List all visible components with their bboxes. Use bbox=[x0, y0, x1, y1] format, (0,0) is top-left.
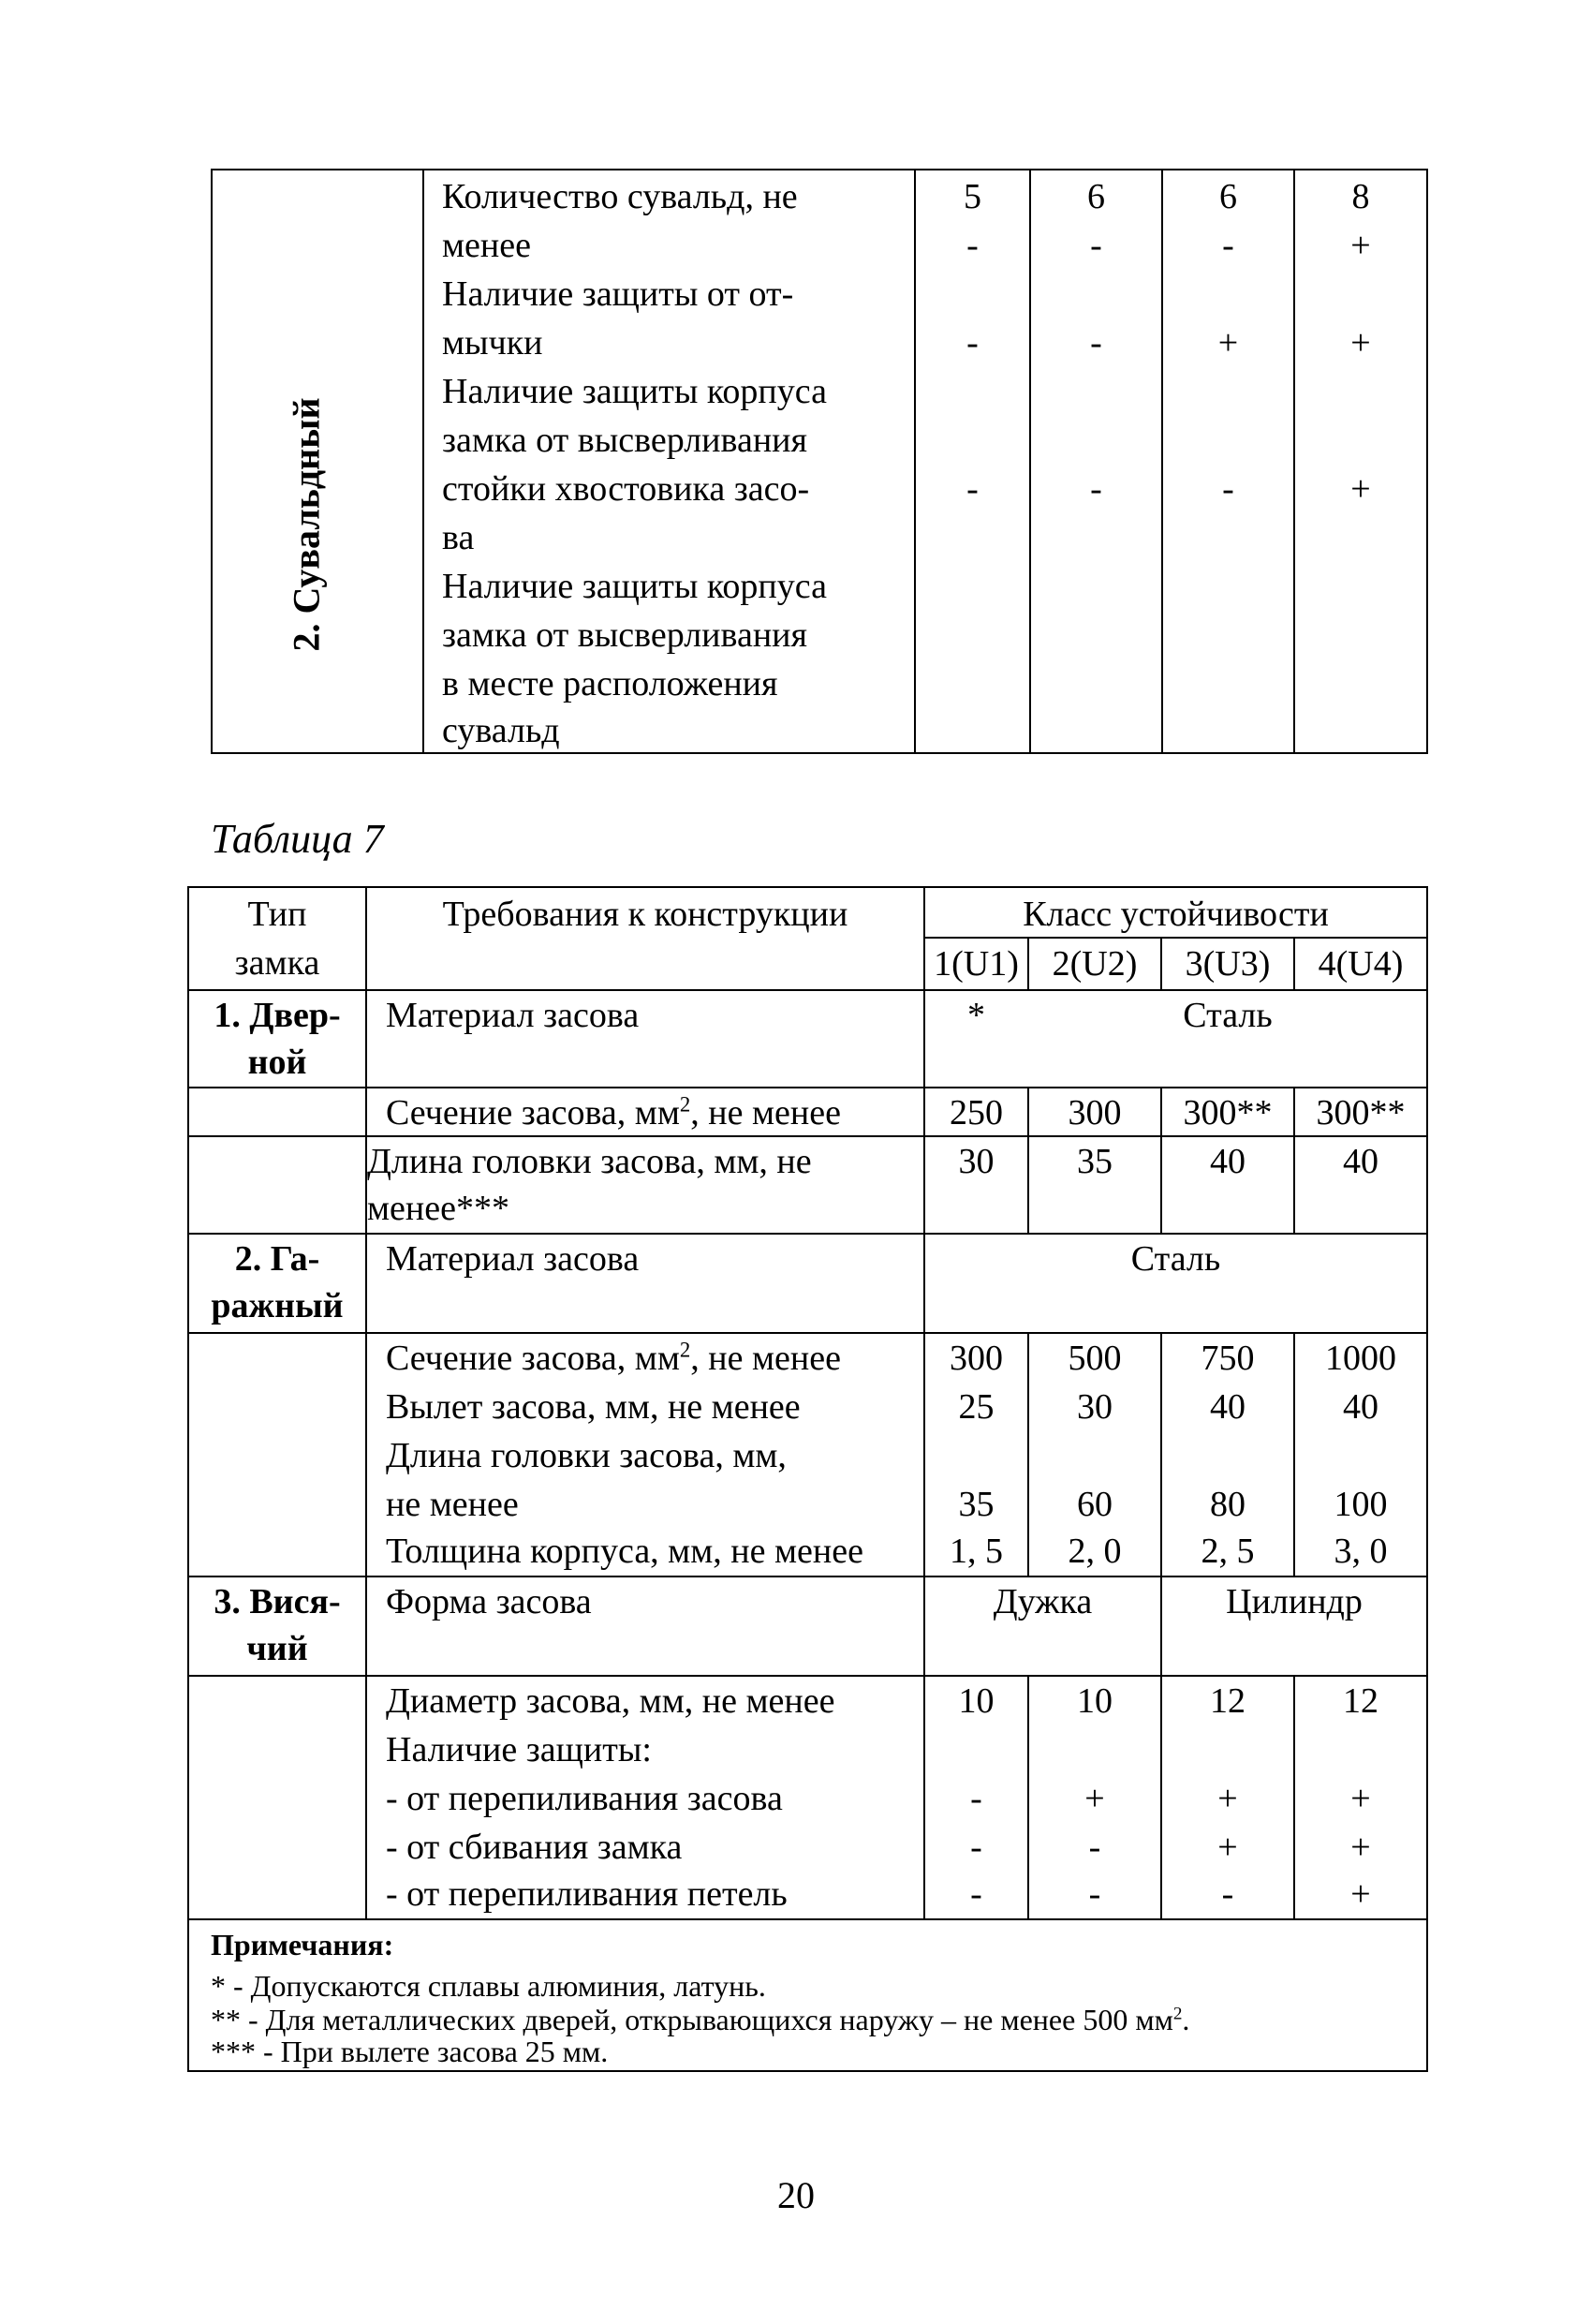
value-cell: 12 bbox=[1210, 1681, 1246, 1721]
requirement-line: Количество сувальд, не bbox=[442, 177, 798, 216]
value-cell: 30 bbox=[958, 1142, 995, 1181]
value-cell: - bbox=[970, 1779, 982, 1818]
lock-type-garage: ражный bbox=[211, 1286, 344, 1325]
label-part: , не менее bbox=[690, 1339, 841, 1378]
value-cell: + bbox=[1350, 1779, 1371, 1818]
requirement-line: стойки хвостовика засо- bbox=[442, 469, 810, 509]
value-cell: Цилиндр bbox=[1226, 1582, 1363, 1621]
value-cell: 300 bbox=[1068, 1093, 1122, 1132]
lock-type-door: ной bbox=[247, 1043, 307, 1082]
value-cell: 3, 0 bbox=[1334, 1532, 1388, 1571]
lock-type-padlock: 3. Вися- bbox=[214, 1582, 341, 1621]
lock-type-padlock: чий bbox=[246, 1629, 308, 1668]
requirement-label: - от перепиливания засова bbox=[386, 1779, 783, 1818]
requirement-line: Наличие защиты корпуса bbox=[442, 372, 827, 411]
value-cell: + bbox=[1350, 1828, 1371, 1867]
requirement-label: Диаметр засова, мм, не менее bbox=[386, 1681, 835, 1721]
table7-border-right bbox=[1426, 886, 1428, 2072]
value-cell: - bbox=[1088, 1874, 1101, 1914]
requirement-label bbox=[386, 1334, 841, 1383]
requirement-label: Материал засова bbox=[386, 996, 640, 1035]
value-cell: 750 bbox=[1201, 1339, 1255, 1378]
value-cell: * bbox=[967, 996, 985, 1035]
value-cell: 35 bbox=[1077, 1142, 1113, 1181]
value-cell: - bbox=[1090, 226, 1102, 265]
requirement-line: замка от высверливания bbox=[442, 421, 807, 460]
table7-hline bbox=[187, 1918, 1428, 1920]
requirement-label bbox=[386, 1088, 841, 1137]
requirement-label: Форма засова bbox=[386, 1582, 592, 1621]
header-class: 1(U1) bbox=[934, 944, 1019, 984]
header-resistance-class: Класс устойчивости bbox=[1023, 895, 1329, 934]
value-cell: 40 bbox=[1343, 1142, 1378, 1181]
requirement-line: замка от высверливания bbox=[442, 615, 807, 655]
note-3: *** - При вылете засова 25 мм. bbox=[211, 2035, 609, 2068]
requirement-line: в месте расположения bbox=[442, 664, 778, 703]
requirement-label: Наличие защиты: bbox=[386, 1730, 652, 1769]
value-cell: Дужка bbox=[993, 1582, 1093, 1621]
value-cell: 300** bbox=[1316, 1093, 1406, 1132]
value-cell: 250 bbox=[950, 1093, 1003, 1132]
value-cell: 6 bbox=[1219, 177, 1237, 216]
value-cell: - bbox=[1090, 323, 1102, 363]
header-class: 2(U2) bbox=[1052, 944, 1138, 984]
value-cell: 25 bbox=[958, 1387, 995, 1427]
value-cell: + bbox=[1217, 323, 1239, 363]
note-1: * - Допускаются сплавы алюминия, латунь. bbox=[211, 1969, 766, 2003]
header-type: Тип bbox=[247, 895, 307, 934]
value-cell: 5 bbox=[964, 177, 981, 216]
value-cell: 300 bbox=[950, 1339, 1003, 1378]
value-cell: 1000 bbox=[1325, 1339, 1396, 1378]
value-cell: 8 bbox=[1351, 177, 1370, 216]
requirement-label: менее*** bbox=[367, 1189, 509, 1228]
requirement-line: Наличие защиты от от- bbox=[442, 274, 794, 314]
value-cell: - bbox=[1222, 226, 1234, 265]
label-part: Сечение засова, мм bbox=[386, 1339, 680, 1378]
value-cell: - bbox=[1222, 469, 1234, 509]
superscript: 2 bbox=[679, 1092, 691, 1117]
value-cell: - bbox=[970, 1828, 982, 1867]
requirement-label: Материал засова bbox=[386, 1239, 640, 1279]
note-part: . bbox=[1182, 2003, 1190, 2036]
table7-divider bbox=[365, 886, 367, 1918]
header-class: 3(U3) bbox=[1185, 944, 1271, 984]
lock-type-garage: 2. Га- bbox=[234, 1239, 320, 1279]
requirement-label: Толщина корпуса, мм, не менее bbox=[386, 1532, 863, 1571]
value-cell: 10 bbox=[958, 1681, 995, 1721]
value-cell: 6 bbox=[1087, 177, 1105, 216]
value-cell: Сталь bbox=[1130, 1239, 1221, 1279]
value-cell: 40 bbox=[1210, 1142, 1246, 1181]
value-cell: Сталь bbox=[1183, 996, 1273, 1035]
requirement-label: - от перепиливания петель bbox=[386, 1874, 788, 1914]
value-cell: 500 bbox=[1068, 1339, 1122, 1378]
value-cell: + bbox=[1350, 1874, 1371, 1914]
requirement-label: Длина головки засова, мм, bbox=[386, 1436, 787, 1475]
requirement-label: не менее bbox=[386, 1485, 519, 1524]
value-cell: + bbox=[1350, 226, 1371, 265]
value-cell: - bbox=[970, 1874, 982, 1914]
top-table-border-right bbox=[1426, 169, 1428, 754]
superscript: 2 bbox=[679, 1338, 691, 1362]
value-cell: 35 bbox=[958, 1485, 995, 1524]
value-cell: - bbox=[1088, 1828, 1101, 1867]
value-cell: - bbox=[966, 323, 979, 363]
top-table-border-left bbox=[211, 169, 213, 754]
value-cell: 300** bbox=[1183, 1093, 1273, 1132]
value-cell: 1, 5 bbox=[950, 1532, 1003, 1571]
header-class: 4(U4) bbox=[1318, 944, 1404, 984]
requirement-line: Наличие защиты корпуса bbox=[442, 567, 827, 606]
value-cell: + bbox=[1350, 323, 1371, 363]
value-cell: 80 bbox=[1210, 1485, 1246, 1524]
value-cell: - bbox=[966, 226, 979, 265]
label-part: , не менее bbox=[690, 1093, 841, 1132]
note-part: ** - Для металлических дверей, открывающихся наружу – не менее 500 мм bbox=[211, 2003, 1173, 2036]
requirement-line: менее bbox=[442, 226, 531, 265]
value-cell: - bbox=[1221, 1874, 1234, 1914]
value-cell: + bbox=[1217, 1828, 1238, 1867]
lock-type-door: 1. Двер- bbox=[214, 996, 341, 1035]
lock-group-label-text: 2. Сувальдный bbox=[285, 397, 328, 652]
value-cell: - bbox=[966, 469, 979, 509]
value-cell: 30 bbox=[1077, 1387, 1113, 1427]
value-cell: + bbox=[1350, 469, 1371, 509]
value-cell: 10 bbox=[1077, 1681, 1113, 1721]
top-table-divider bbox=[422, 169, 424, 754]
notes-title: Примечания: bbox=[211, 1928, 394, 1961]
table7-border-top bbox=[187, 886, 1428, 888]
header-type: замка bbox=[234, 943, 320, 983]
requirement-line: сувальд bbox=[442, 711, 560, 750]
value-cell: 12 bbox=[1343, 1681, 1378, 1721]
page-number: 20 bbox=[777, 2174, 815, 2216]
value-cell: + bbox=[1217, 1779, 1238, 1818]
label-part: Сечение засова, мм bbox=[386, 1093, 680, 1132]
top-table-border-bottom bbox=[211, 752, 1428, 754]
table-caption: Таблица 7 bbox=[211, 816, 384, 862]
requirement-line: ва bbox=[442, 518, 475, 557]
value-cell: + bbox=[1084, 1779, 1105, 1818]
value-cell: 40 bbox=[1343, 1387, 1378, 1427]
value-cell: 40 bbox=[1210, 1387, 1246, 1427]
superscript: 2 bbox=[1172, 2004, 1183, 2024]
requirement-line: мычки bbox=[442, 323, 543, 363]
value-cell: - bbox=[1090, 469, 1102, 509]
value-cell: 100 bbox=[1334, 1485, 1388, 1524]
header-requirements: Требования к конструкции bbox=[442, 895, 848, 934]
top-table-border-top bbox=[211, 169, 1428, 170]
lock-group-label bbox=[278, 375, 334, 674]
value-cell: 2, 5 bbox=[1201, 1532, 1255, 1571]
value-cell: 2, 0 bbox=[1068, 1532, 1122, 1571]
requirement-label: Длина головки засова, мм, не bbox=[367, 1142, 812, 1181]
requirement-label: - от сбивания замка bbox=[386, 1828, 683, 1867]
requirement-label: Вылет засова, мм, не менее bbox=[386, 1387, 801, 1427]
value-cell: 60 bbox=[1077, 1485, 1113, 1524]
